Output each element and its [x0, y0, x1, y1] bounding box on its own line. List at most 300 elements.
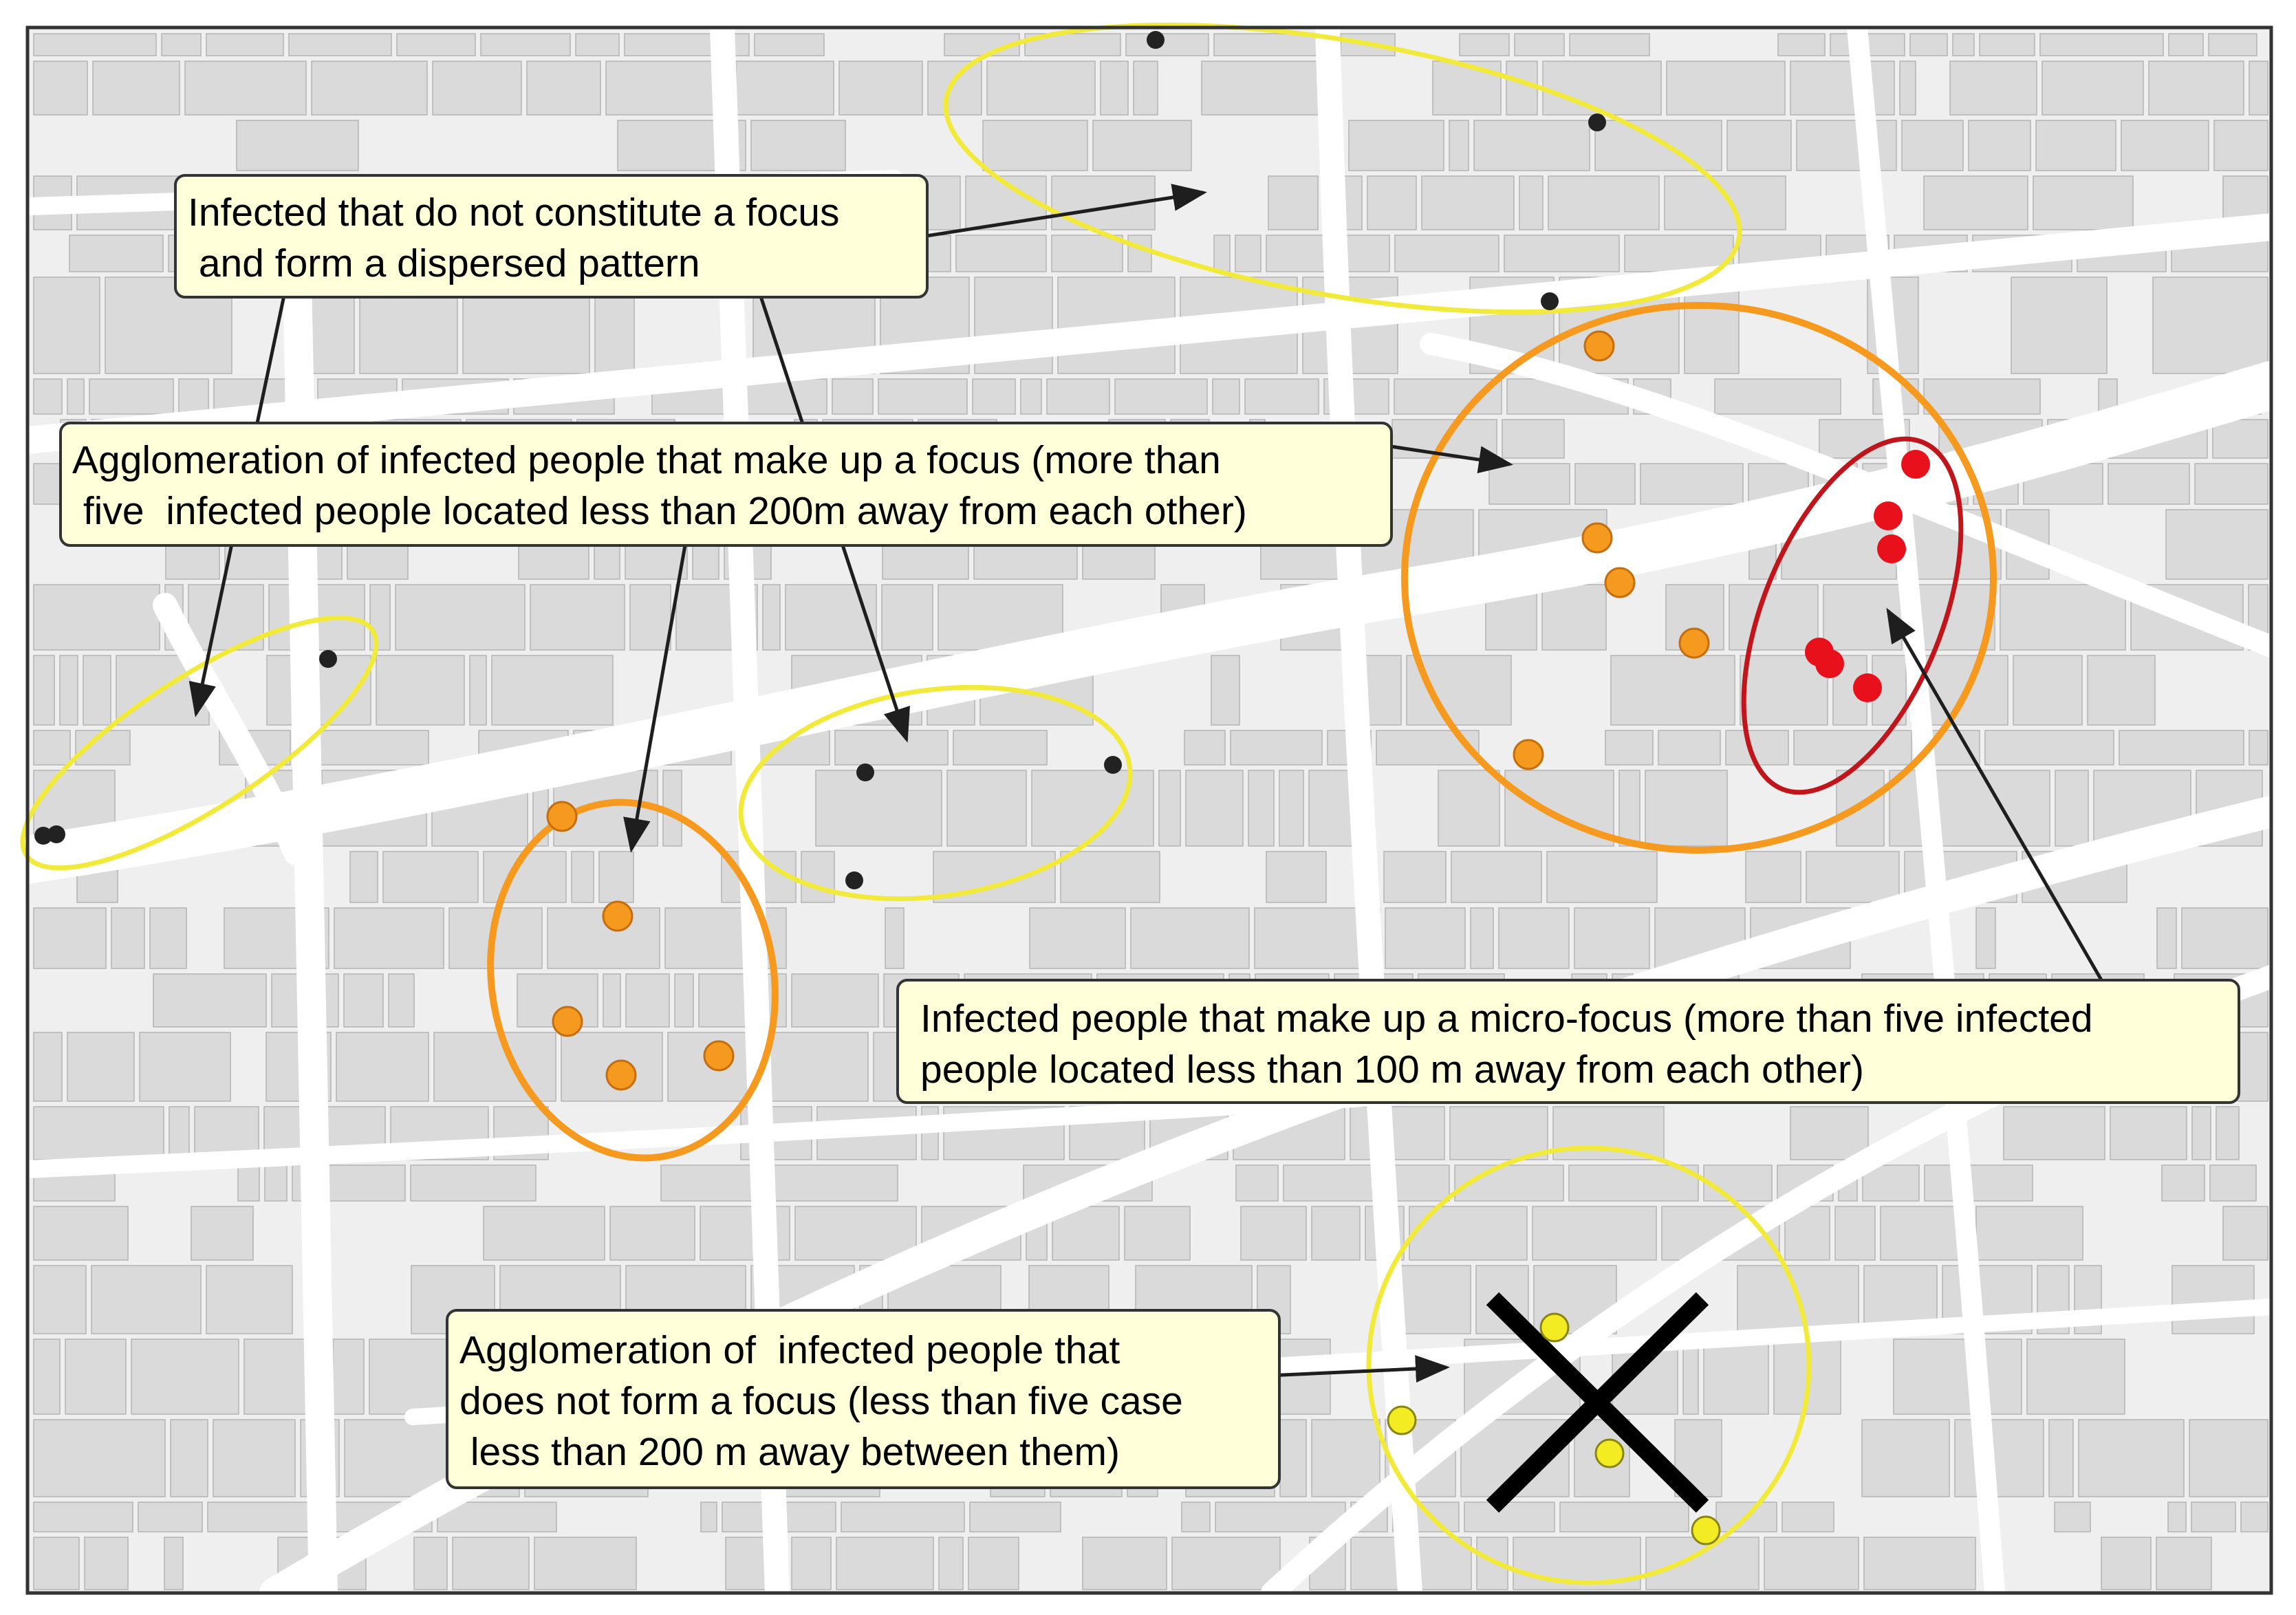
building-block [2213, 420, 2268, 458]
building-block [34, 908, 106, 968]
building-block [835, 730, 948, 765]
building-block [208, 1502, 313, 1532]
building-block [2192, 1107, 2211, 1160]
building-block [492, 655, 613, 725]
building-block [701, 1502, 717, 1532]
building-block [1395, 235, 1499, 272]
building-block [2040, 34, 2163, 56]
building-block [2169, 34, 2203, 56]
building-block [1553, 1107, 1664, 1160]
building-block [2209, 34, 2257, 56]
building-block [1806, 852, 1899, 902]
building-block [2108, 464, 2189, 504]
building-block [1729, 585, 1818, 650]
building-block [1605, 730, 1653, 765]
building-block [1241, 1206, 1306, 1260]
building-block [1502, 420, 1564, 458]
building-block [1126, 34, 1209, 56]
building-block [34, 61, 87, 115]
building-block [150, 908, 186, 968]
building-block [1862, 1420, 1949, 1497]
building-block [1214, 235, 1230, 272]
building-block [882, 585, 933, 650]
building-block [2241, 1502, 2268, 1532]
building-block [816, 770, 942, 846]
building-block [206, 34, 283, 56]
building-block [576, 34, 619, 56]
building-block [885, 908, 904, 968]
building-block [318, 730, 429, 765]
building-block [179, 379, 208, 414]
building-block [2189, 1420, 2268, 1497]
building-block [1790, 1107, 1868, 1160]
building-block [1548, 176, 1659, 230]
building-block [626, 974, 669, 1027]
building-block [786, 585, 876, 650]
building-block [169, 1107, 189, 1160]
building-block [927, 235, 951, 272]
building-block [333, 1339, 364, 1414]
building-block [60, 655, 78, 725]
building-block [433, 61, 521, 115]
building-block [89, 379, 173, 414]
building-block [1384, 852, 1446, 902]
building-block [191, 1206, 253, 1260]
microfocus-case-point [1874, 501, 1903, 530]
building-block [1052, 235, 1123, 272]
building-block [1061, 852, 1160, 902]
building-block [153, 974, 266, 1027]
building-block [1515, 34, 1564, 56]
dispersed-case-point [319, 650, 337, 668]
callout-nonfocus-line-1: Agglomeration of infected people that [459, 1328, 1120, 1372]
building-block [755, 34, 824, 56]
building-block [1900, 61, 1916, 115]
microfocus-case-point [1853, 673, 1882, 702]
building-block [1083, 1537, 1167, 1590]
building-block [1215, 1502, 1345, 1532]
callout-dispersed-line-1: Infected that do not constitute a focus [188, 191, 840, 235]
building-block [973, 379, 1015, 414]
building-block [370, 585, 390, 650]
building-block [2249, 730, 2268, 765]
building-block [1835, 1206, 1875, 1260]
callout-nonfocus-line-2: does not form a focus (less than five case [459, 1379, 1183, 1423]
building-block [1794, 730, 1911, 765]
building-block [1931, 770, 2050, 846]
building-block [2157, 908, 2176, 968]
building-block [1449, 120, 1469, 171]
building-block [1433, 61, 1501, 115]
building-block [2166, 510, 2268, 579]
building-block [289, 34, 391, 56]
building-block [970, 1502, 1061, 1532]
building-block [1910, 34, 1947, 56]
building-block [1560, 1502, 1689, 1532]
building-block [878, 379, 967, 414]
building-block [1980, 34, 2035, 56]
building-block [1640, 464, 1743, 504]
building-block [65, 1339, 126, 1414]
building-block [1248, 770, 1274, 846]
building-block [1575, 464, 1635, 504]
building-block [34, 1107, 164, 1160]
focus-case-point [1585, 332, 1614, 360]
building-block [34, 655, 54, 725]
building-block [1159, 770, 1180, 846]
building-block [2101, 1537, 2151, 1590]
building-block [1245, 379, 1319, 414]
building-block [1184, 730, 1225, 765]
building-block [34, 1339, 60, 1414]
building-block [238, 1165, 259, 1201]
building-block [93, 61, 180, 115]
building-block [1925, 1165, 2033, 1201]
building-block [768, 1032, 868, 1101]
focus-case-point [607, 1061, 636, 1090]
building-block [1268, 176, 1318, 230]
building-block [841, 1502, 964, 1532]
building-block [1376, 730, 1479, 765]
building-block [1471, 908, 1493, 968]
building-block [1894, 1339, 2022, 1414]
building-block [2036, 120, 2116, 171]
building-block [1093, 120, 1191, 171]
building-block [572, 852, 594, 902]
building-block [953, 730, 1047, 765]
building-block [1506, 61, 1537, 115]
building-block [1924, 379, 2040, 414]
building-block [1665, 176, 1786, 230]
building-block [2191, 1502, 2235, 1532]
building-block [1782, 1502, 1834, 1532]
building-block [83, 655, 111, 725]
building-block [237, 120, 358, 171]
building-block [2249, 61, 2268, 115]
building-block [1969, 120, 2030, 171]
building-block [140, 1032, 230, 1101]
building-block [675, 974, 693, 1027]
callout-dispersed-line-2: and form a dispersed pattern [188, 241, 700, 285]
building-block [34, 1502, 133, 1532]
building-block [34, 1537, 79, 1590]
building-block [2223, 1206, 2268, 1260]
building-block [2182, 908, 2268, 968]
building-block [2121, 120, 2209, 171]
building-block [795, 1206, 916, 1260]
building-block [1902, 120, 1963, 171]
building-block [1134, 61, 1158, 115]
building-block [1667, 61, 1785, 115]
building-block [839, 61, 922, 115]
building-block [1422, 176, 1514, 230]
building-block [1235, 235, 1261, 272]
building-block [2027, 1339, 2125, 1414]
building-block [34, 1420, 165, 1497]
building-block [2110, 1107, 2187, 1160]
building-block [1030, 908, 1125, 968]
building-block [2168, 1502, 2186, 1532]
building-block [2042, 61, 2143, 115]
building-block [69, 235, 163, 272]
building-block [1519, 176, 1543, 230]
building-block [389, 974, 414, 1027]
building-block [1740, 655, 1828, 725]
building-block [1131, 908, 1249, 968]
building-block [767, 1165, 898, 1201]
building-block [1543, 61, 1661, 115]
building-block [1202, 61, 1333, 115]
building-block [1460, 34, 1509, 56]
building-block [1976, 908, 1995, 968]
building-block [396, 585, 525, 650]
dispersed-case-point [845, 871, 863, 889]
building-block [527, 61, 600, 115]
building-block [67, 1032, 134, 1101]
building-block [630, 585, 671, 650]
building-block [2153, 277, 2268, 373]
building-block [111, 908, 144, 968]
building-block [1658, 730, 1720, 765]
building-block [1797, 120, 1896, 171]
building-block [2210, 1165, 2256, 1201]
building-block [138, 1502, 202, 1532]
building-block [2216, 1107, 2239, 1160]
building-block [376, 655, 464, 725]
building-block [470, 655, 486, 725]
building-block [2055, 1502, 2090, 1532]
building-block [983, 120, 1087, 171]
building-block [481, 34, 570, 56]
building-block [312, 61, 427, 115]
building-block [1489, 464, 1570, 504]
building-block [34, 585, 160, 650]
building-block [336, 1032, 429, 1101]
building-block [1646, 1537, 1759, 1590]
nonfocus-case-point [1596, 1440, 1623, 1467]
building-block [1715, 379, 1841, 414]
building-block [947, 770, 1026, 846]
building-block [397, 34, 475, 56]
building-block [1211, 655, 1239, 725]
building-block [2119, 730, 2244, 765]
building-block [2149, 61, 2244, 115]
building-block [1266, 852, 1326, 902]
building-block [34, 730, 70, 765]
building-block [1101, 61, 1128, 115]
building-block [1574, 908, 1649, 968]
building-block [1349, 120, 1444, 171]
focus-case-point [548, 802, 576, 831]
building-block [1312, 1420, 1380, 1497]
building-block [1213, 379, 1239, 414]
building-block [2156, 1537, 2211, 1590]
microfocus-case-point [1901, 450, 1930, 479]
building-block [792, 974, 878, 1027]
building-block [1186, 770, 1243, 846]
focus-case-point [1680, 629, 1709, 658]
nonfocus-case-point [1692, 1517, 1720, 1544]
building-block [928, 61, 982, 115]
building-block [1275, 1339, 1330, 1414]
building-block [1547, 852, 1657, 902]
building-block [1726, 730, 1788, 765]
building-block [603, 974, 620, 1027]
building-block [1570, 34, 1649, 56]
building-block [1021, 379, 1041, 414]
building-block [1236, 1165, 1278, 1201]
callout-focus-line-2: five infected people located less than 200m away from each other) [72, 489, 1247, 533]
building-block [2214, 120, 2268, 171]
building-block [1704, 1165, 1772, 1201]
building-block [67, 379, 84, 414]
building-block [1953, 34, 1974, 56]
building-block [599, 852, 633, 902]
building-block [1976, 1206, 2083, 1260]
building-block [1367, 176, 1416, 230]
building-block [350, 852, 378, 902]
building-block [1409, 1206, 1527, 1260]
dispersed-case-point [1541, 292, 1559, 310]
focus-case-point [603, 902, 632, 931]
building-block [751, 120, 845, 171]
building-block [1350, 1107, 1444, 1160]
building-block [1985, 730, 2114, 765]
building-block [1746, 852, 1801, 902]
callout-focus-line-1: Agglomeration of infected people that make up a focus (more than [72, 438, 1221, 482]
building-block [968, 1537, 1019, 1590]
building-block [1125, 1206, 1190, 1260]
focus-case-point [1514, 740, 1543, 769]
building-block [34, 1266, 86, 1334]
building-block [1499, 908, 1569, 968]
building-block [1764, 1537, 1859, 1590]
building-block [1284, 1165, 1385, 1201]
building-block [34, 34, 156, 56]
focus-case-point [1583, 523, 1612, 552]
building-block [2079, 1420, 2184, 1497]
building-block [411, 1165, 536, 1201]
building-block [2000, 585, 2125, 650]
building-block [1474, 120, 1590, 171]
dispersed-case-point [856, 763, 874, 781]
callout-nonfocus-line-3: less than 200 m away between them) [459, 1430, 1120, 1474]
building-block [1391, 1165, 1449, 1201]
building-block [1704, 1339, 1768, 1414]
building-block [1619, 770, 1640, 846]
building-block [1438, 770, 1499, 846]
building-block [34, 1206, 128, 1260]
building-block [1231, 730, 1322, 765]
building-block [2004, 1107, 2105, 1160]
building-block [213, 1420, 295, 1497]
building-block [265, 1165, 287, 1201]
building-block [1955, 1420, 2044, 1497]
building-block [1128, 235, 1151, 272]
building-block [1533, 1206, 1656, 1260]
building-block [2033, 176, 2133, 230]
building-block [1924, 176, 2028, 230]
focus-case-point [553, 1007, 582, 1036]
building-block [1385, 908, 1465, 968]
building-block [85, 1537, 128, 1590]
building-block [1394, 379, 1502, 414]
building-block [383, 852, 478, 902]
building-block [1312, 1206, 1360, 1260]
building-block [2088, 655, 2155, 725]
building-block [1569, 1165, 1698, 1201]
building-block [484, 1206, 605, 1260]
building-block [1864, 1537, 1975, 1590]
building-block [414, 1537, 447, 1590]
building-block [1115, 379, 1207, 414]
building-block [164, 1537, 183, 1590]
building-block [2162, 1165, 2205, 1201]
building-block [1047, 379, 1109, 414]
building-block [832, 379, 873, 414]
building-block [792, 1537, 831, 1590]
building-block [1451, 852, 1541, 902]
building-block [956, 235, 1046, 272]
building-block [2049, 1420, 2073, 1497]
building-block [1464, 1502, 1555, 1532]
building-block [1279, 770, 1303, 846]
building-block [2238, 1032, 2268, 1101]
callout-microfocus-line-2: people located less than 100 m away from each other) [920, 1048, 1864, 1092]
building-block [1683, 1339, 1698, 1414]
building-block [736, 61, 834, 115]
building-block [334, 908, 444, 968]
building-block [1504, 235, 1619, 272]
building-block [763, 585, 780, 650]
building-block [131, 1339, 239, 1414]
building-block [2011, 277, 2107, 373]
building-block [185, 61, 306, 115]
building-block [344, 974, 383, 1027]
building-block [206, 1266, 292, 1334]
building-block [1778, 34, 1825, 56]
building-block [1595, 120, 1722, 171]
building-block [1727, 120, 1791, 171]
building-block [801, 852, 834, 902]
building-block [2013, 655, 2082, 725]
building-block [625, 34, 722, 56]
building-block [610, 1206, 695, 1260]
building-block [1645, 770, 1727, 846]
building-block [1450, 1107, 1548, 1160]
dispersed-case-point [47, 825, 65, 843]
dispersed-case-point [1147, 31, 1165, 49]
focus-case-point [704, 1041, 733, 1070]
building-block [1280, 1420, 1306, 1497]
building-block [2055, 770, 2088, 846]
building-block [453, 1537, 529, 1590]
building-block [661, 1165, 761, 1201]
building-block [34, 379, 62, 414]
building-block [1790, 61, 1894, 115]
nonfocus-case-point [1541, 1314, 1568, 1341]
building-block [434, 1032, 556, 1101]
microfocus-case-point [1877, 534, 1906, 563]
building-block [2195, 464, 2268, 504]
building-block [534, 1537, 636, 1590]
building-block [1950, 61, 2037, 115]
nonfocus-case-point [1388, 1407, 1416, 1434]
building-block [162, 34, 201, 56]
building-block [1172, 1537, 1280, 1590]
building-block [171, 1420, 208, 1497]
microfocus-case-point [1815, 649, 1844, 678]
